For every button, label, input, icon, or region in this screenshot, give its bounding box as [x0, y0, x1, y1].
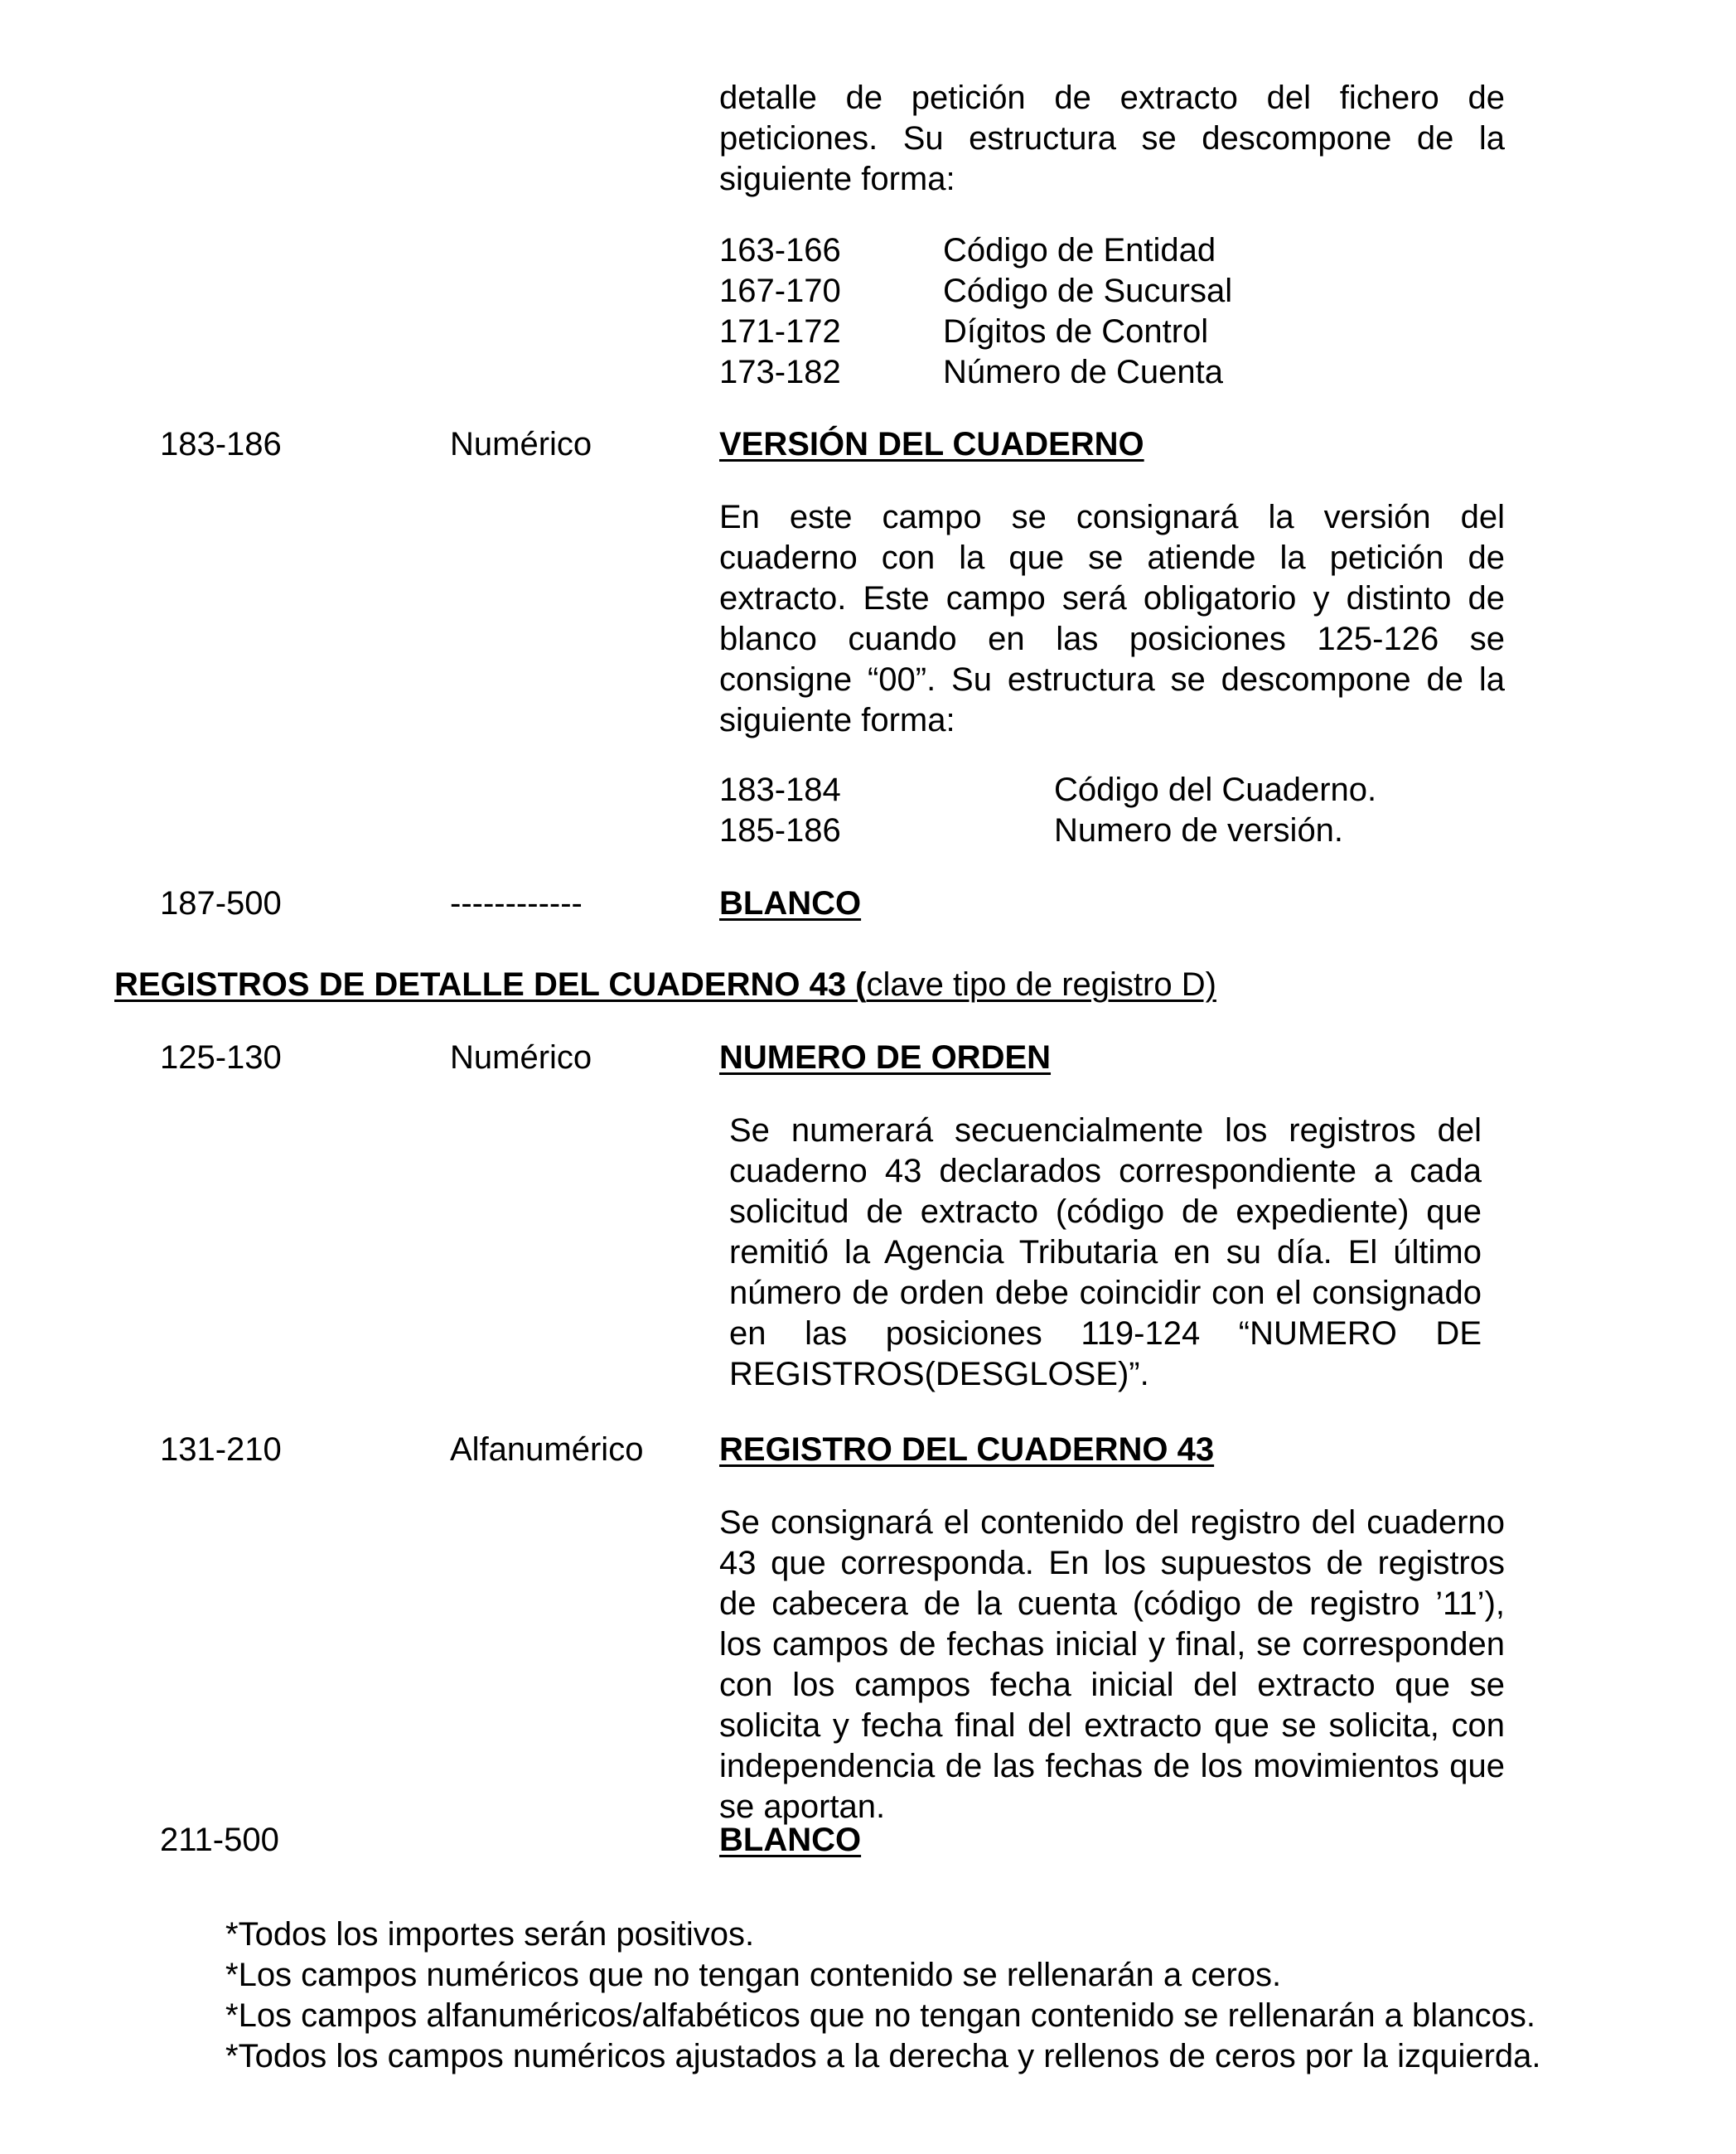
list-item-range: 185-186 — [719, 812, 841, 849]
list-item-range: 171-172 — [719, 313, 841, 350]
field-title: BLANCO — [719, 1822, 862, 1858]
footnotes — [225, 1914, 1541, 2077]
version-sublist — [719, 770, 1505, 851]
field-description: En este campo se consignará la versión del cuaderno con la que se atiende la petición de extracto. Este campo será obligatorio y distinto de blanco cuando en las posiciones 125-126 se consigne “00”. Su estructura se descompone de la siguiente forma: — [719, 499, 1505, 738]
list-item-range: 167-170 — [719, 273, 841, 309]
list-item-range: 173-182 — [719, 354, 841, 390]
list-item — [719, 312, 1505, 352]
list-item-range: 183-184 — [719, 772, 841, 808]
field-title: REGISTRO DEL CUADERNO 43 — [719, 1431, 1215, 1468]
list-item-label: Código de Sucursal — [943, 273, 1233, 309]
footnote: *Los campos numéricos que no tengan contenido se rellenarán a ceros. — [225, 1957, 1282, 1993]
field-type: Alfanumérico — [450, 1431, 644, 1468]
field-title: BLANCO — [719, 885, 862, 922]
field-type: ------------ — [450, 885, 583, 922]
field-description: Se numerará secuencialmente los registros del cuaderno 43 declarados correspondiente a cada solicitud de extracto (código de expediente) que remitió la Agencia Tributaria en su día. El último número de orden debe coincidir con el consignado en las posiciones 119-124 “NUMERO DE REGISTROS(DESGLOSE)”. — [729, 1112, 1482, 1392]
account-sublist — [719, 230, 1505, 393]
field-range: 187-500 — [160, 885, 282, 922]
footnote: *Todos los importes serán positivos. — [225, 1916, 755, 1953]
list-item-range: 163-166 — [719, 232, 841, 269]
list-item-label: Código de Entidad — [943, 232, 1216, 269]
field-type: Numérico — [450, 426, 592, 462]
field-description: Se consignará el contenido del registro del cuaderno 43 que corresponda. En los supuestos de registros de cabecera de la cuenta (código de registro ’11’), los campos de fechas inicial y final, se corresponden con los campos fecha inicial del extracto que se solicita y fecha final del extracto que se solicita, con independencia de las fechas de los movimientos que se aportan. — [719, 1504, 1505, 1825]
section-heading-bold: REGISTROS DE DETALLE DEL CUADERNO 43 ( — [114, 966, 867, 1003]
field-type: Numérico — [450, 1039, 592, 1076]
field-range: 183-186 — [160, 426, 282, 462]
footnote: *Los campos alfanuméricos/alfabéticos que no tengan contenido se rellenarán a blancos. — [225, 1997, 1536, 2034]
field-range: 131-210 — [160, 1431, 282, 1468]
list-item — [719, 770, 1505, 811]
list-item-label: Numero de versión. — [1054, 812, 1344, 849]
list-item — [719, 230, 1505, 271]
section-heading-normal: clave tipo de registro D) — [866, 966, 1216, 1003]
list-item — [719, 811, 1505, 851]
list-item-label: Código del Cuaderno. — [1054, 772, 1377, 808]
intro-paragraph: detalle de petición de extracto del fichero de peticiones. Su estructura se descompone de la siguiente forma: — [719, 80, 1505, 197]
list-item — [719, 271, 1505, 312]
field-title: VERSIÓN DEL CUADERNO — [719, 426, 1144, 462]
field-range: 211-500 — [160, 1822, 279, 1858]
field-range: 125-130 — [160, 1039, 282, 1076]
field-title: NUMERO DE ORDEN — [719, 1039, 1052, 1076]
list-item-label: Número de Cuenta — [943, 354, 1223, 390]
section-heading — [114, 965, 1216, 1005]
list-item — [719, 352, 1505, 393]
footnote: *Todos los campos numéricos ajustados a la derecha y rellenos de ceros por la izquierda. — [225, 2038, 1541, 2074]
list-item-label: Dígitos de Control — [943, 313, 1209, 350]
